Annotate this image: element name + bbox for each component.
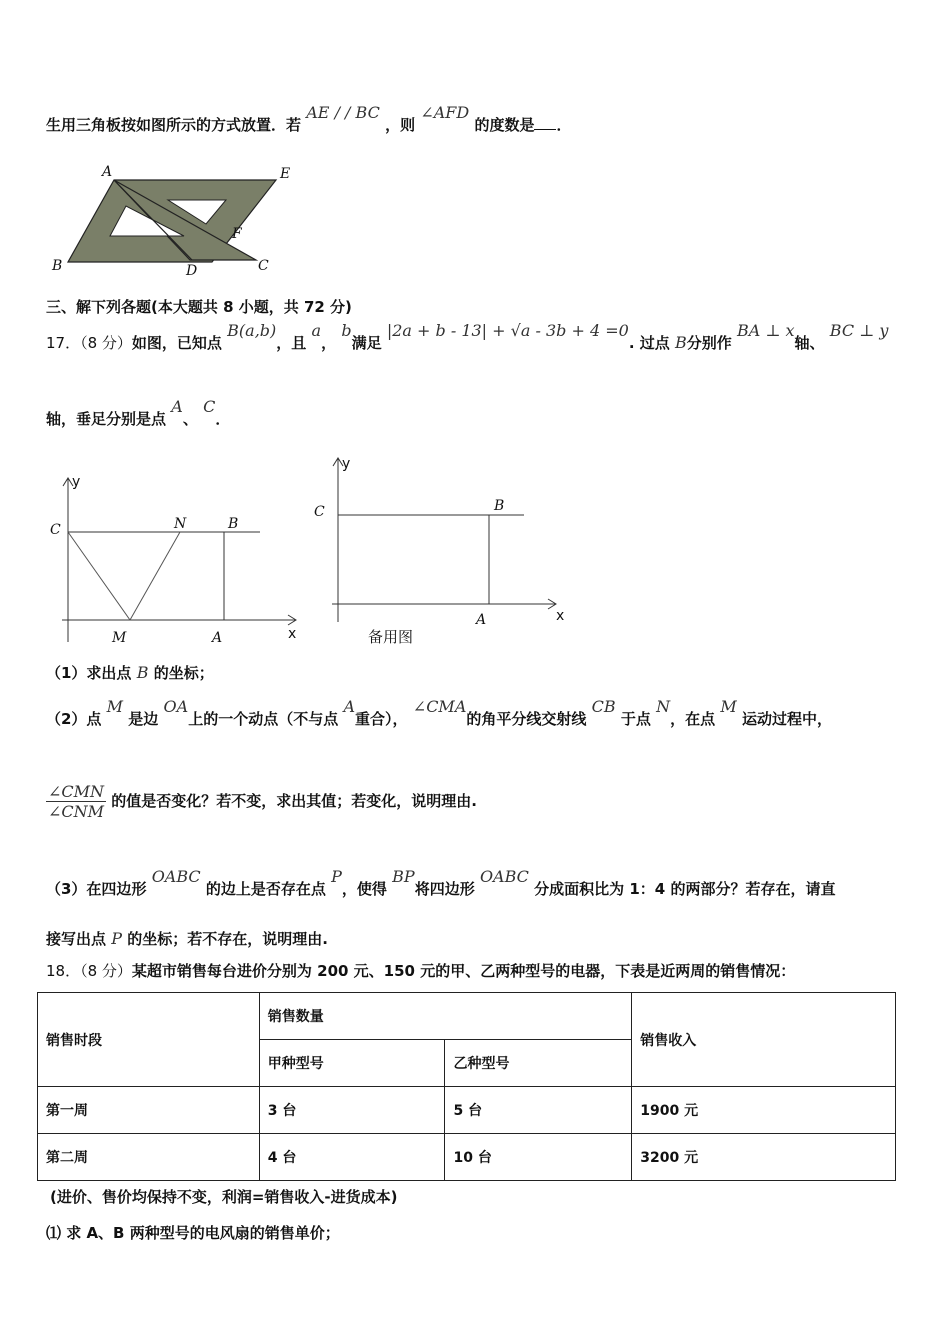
section-heading: 三、解下列各题(本大题共 8 小题，共 72 分) [46,298,352,316]
condition-equation: |2a + b - 13| + √a - 3b + 4 =0 [386,321,629,340]
q17-part2: （2）点 M 是边 OA上的一个动点（不与点 A重合）， ∠CMA的角平分线交射线 CB 于点 N，在点 M 运动过程中， [46,697,832,728]
cell-type-b: 5 台 [445,1087,632,1134]
q17-part3: （3）在四边形 OABC 的边上是否存在点 P，使得 BP将四边形 OABC 分成面积比为 1：4 的两部分？若存在，请直 [46,867,836,898]
q17-line1: 17．（8 分）如图，已知点 B(a,b)，且 a， b满足 |2a + b - 13| + √a - 3b + 4 =0. 过点 B分别作 BA ⊥ x轴、 BC ⊥ y [46,321,889,352]
cell-income: 3200 元 [632,1134,896,1181]
q17-line2: 轴，垂足分别是点 A、 C． [46,397,231,428]
label-a: A [476,612,487,628]
q16-text: 生用三角板按如图所示的方式放置．若 AE / / BC ，则 ∠AFD 的度数是 ． [46,103,572,134]
coordinate-figure-2 [306,454,586,650]
cell-type-a: 4 台 [259,1134,445,1181]
cell-type-b: 10 台 [445,1134,632,1181]
label-y: y [342,456,351,472]
header-type-b: 乙种型号 [445,1040,632,1087]
line-mn [130,532,180,620]
q18-note: (进价、售价均保持不变，利润=销售收入-进货成本) [50,1188,398,1206]
header-type-a: 甲种型号 [259,1040,445,1087]
q18-text: 18．（8 分）某超市销售每台进价分别为 200 元、150 元的甲、乙两种型号的电器，下表是近两周的销售情况： [46,962,796,980]
label-f: F [232,226,242,242]
cell-type-a: 3 台 [259,1087,445,1134]
math-angle-afd: ∠AFD [420,103,470,122]
cell-period: 第二周 [38,1134,260,1181]
cell-period: 第一周 [38,1087,260,1134]
line-cm [68,532,130,620]
coordinate-figure-1 [44,474,314,650]
label-y: y [72,474,81,490]
header-quantity: 销售数量 [259,993,632,1040]
label-d: D [186,263,198,279]
label-e: E [280,166,291,182]
angle-fraction: $\frac{\text{∠CMN}}{\text{∠CNM}}$ [48,782,105,821]
q17-part2-line2: $\frac{\text{∠CMN}}{\text{∠CNM}}$ 的值是否变化？若不变，求出其值；若变化，说明理由. [48,782,477,821]
q17-part1: （1）求出点 B 的坐标； [46,663,214,682]
math-ae-parallel-bc: AE / / BC [306,103,380,122]
label-b: B [228,516,239,532]
label-c: C [50,522,61,538]
label-n: N [174,516,187,532]
header-income: 销售收入 [632,993,896,1087]
label-x: x [556,608,565,624]
label-b: B [52,258,63,274]
label-b: B [494,498,505,514]
q18-part1: ⑴ 求 A、B 两种型号的电风扇的销售单价； [46,1224,340,1242]
table-row [38,1087,896,1134]
label-m: M [112,630,127,646]
header-period: 销售时段 [38,993,260,1087]
answer-blank [534,129,556,130]
q17-part3-line2: 接写出点 P 的坐标；若不存在，说明理由. [46,929,328,948]
label-c: C [314,504,325,520]
label-x: x [288,626,297,642]
label-c: C [258,258,269,274]
table-row [38,1134,896,1181]
caption: 备用图 [368,628,414,646]
label-a: A [212,630,223,646]
label-a: A [102,164,113,180]
triangle-ruler-figure [44,160,304,280]
cell-income: 1900 元 [632,1087,896,1134]
sales-table [37,992,896,1181]
